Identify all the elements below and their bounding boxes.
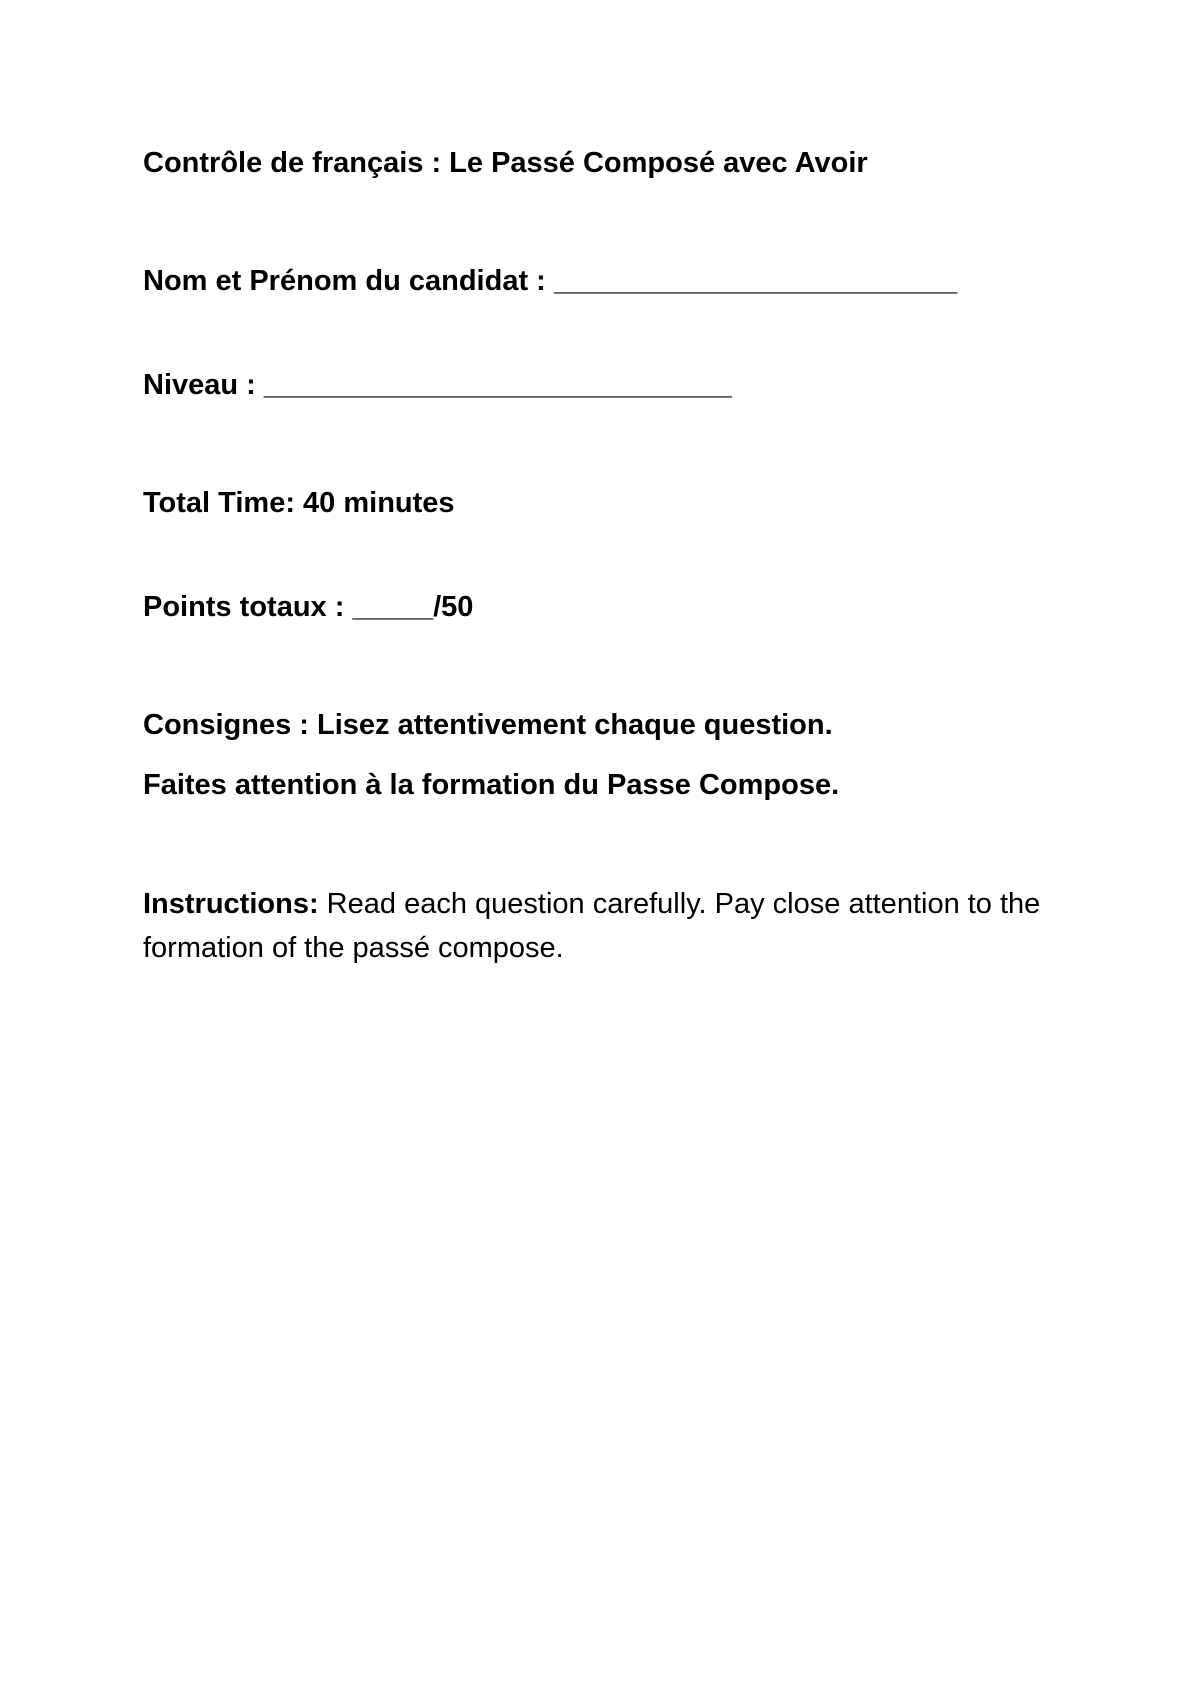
- level-label: Niveau :: [143, 369, 256, 401]
- points-blank[interactable]: _____: [352, 591, 434, 623]
- instructions-paragraph: [143, 882, 1063, 970]
- points-label: Points totaux :: [143, 591, 345, 623]
- consignes-line-2: Faites attention à la formation du Passe Compose.: [143, 769, 840, 801]
- points-max: /50: [433, 591, 474, 623]
- instructions-label: Instructions:: [143, 888, 319, 920]
- level-blank[interactable]: _____________________________: [263, 369, 732, 401]
- total-time: Total Time: 40 minutes: [143, 487, 455, 519]
- instructions-text: Read each question carefully. Pay close attention to the formation of the passé compose.: [143, 888, 1041, 964]
- candidate-name-blank[interactable]: _________________________: [553, 265, 958, 297]
- level-row: [143, 368, 732, 402]
- candidate-name-row: [143, 264, 957, 298]
- consignes-line-1: Consignes : Lisez attentivement chaque question.: [143, 709, 833, 741]
- points-row: [143, 590, 473, 624]
- candidate-name-label: Nom et Prénom du candidat :: [143, 265, 546, 297]
- page-title: Contrôle de français : Le Passé Composé avec Avoir: [143, 147, 868, 179]
